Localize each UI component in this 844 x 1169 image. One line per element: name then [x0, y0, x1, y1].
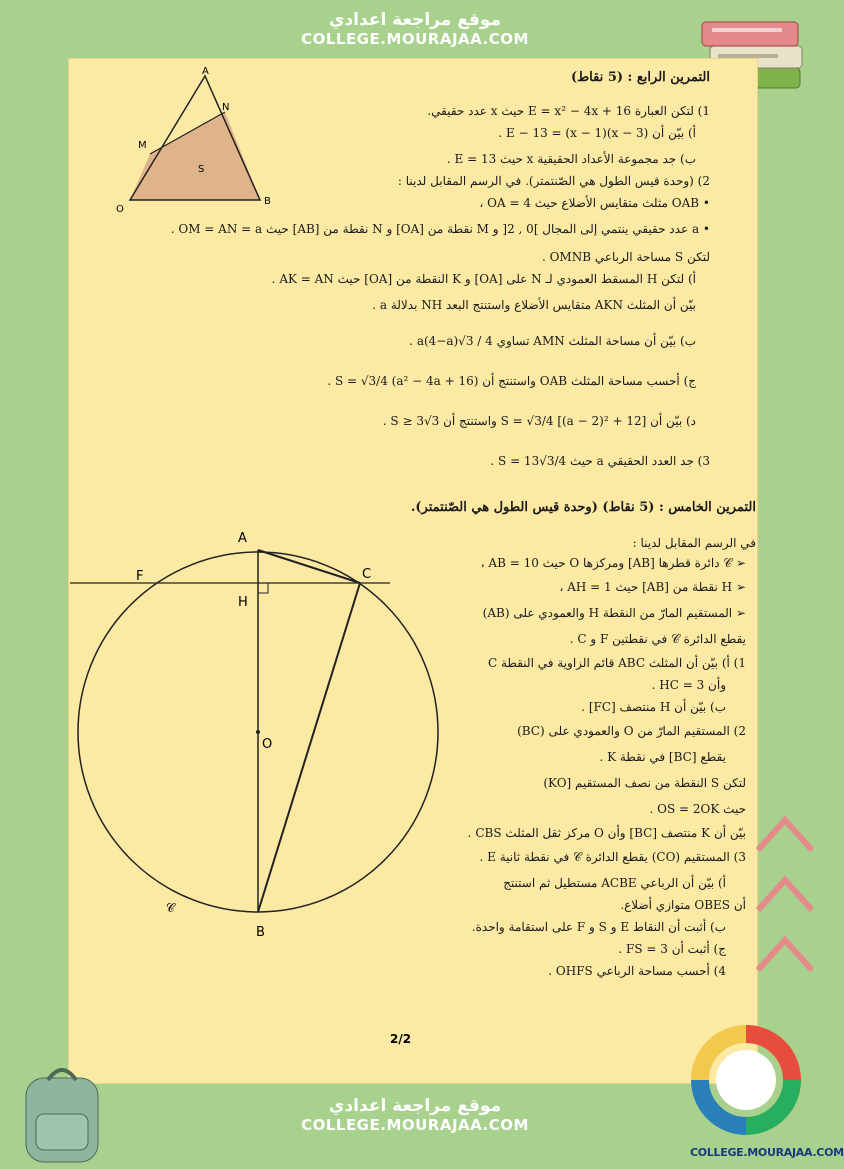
- ex5-line: ج) أثبت أن FS = 3 .: [618, 942, 726, 956]
- label-S: S: [198, 164, 205, 175]
- ex4-title: التمرين الرابع : (5 نقاط): [570, 70, 710, 85]
- page-number: 2/2: [390, 1032, 412, 1046]
- ex5-line: وأن HC = 3 .: [651, 678, 726, 692]
- label-H: H: [238, 595, 248, 610]
- ex4-line: بيّن أن المثلث AKN متقايس الأضلاع واستنتج البعد NH بدلالة a .: [372, 298, 696, 312]
- ex5-line: يقطع الدائرة 𝒞 في نقطتين F و C .: [569, 632, 746, 646]
- ex4-line: أ) بيّن أن E − 13 = (x − 1)(x − 3) .: [498, 126, 696, 140]
- triangle-figure: [110, 62, 290, 222]
- chevron-up-icon: [750, 790, 820, 1020]
- ex4-line: لتكن S مساحة الرباعي OMNB .: [541, 250, 710, 264]
- ex4-line: 3) جد العدد الحقيقي a حيث S = 13√3/4 .: [490, 454, 710, 468]
- logo-text: COLLEGE.MOURAJAA.COM: [690, 1146, 844, 1159]
- banner-arabic: موقع مراجعة اعدادي: [328, 1096, 502, 1116]
- ex4-line: أ) لتكن H المسقط العمودي لـ N على [OA] و K النقطة من [OA] حيث AK = AN .: [271, 272, 696, 286]
- ex4-line: ج) أحسب مساحة المثلث OAB واستنتج أن S = √3/4 (a² − 4a + 16) .: [327, 374, 696, 388]
- site-logo-icon: [696, 1020, 796, 1144]
- ex5-line: 3) المستقيم (CO) يقطع الدائرة 𝒞 في نقطة ثانية E .: [479, 850, 746, 864]
- label-M: M: [138, 140, 147, 151]
- label-F: F: [136, 569, 144, 584]
- ex5-line: أن OBES متوازي أضلاع.: [620, 898, 746, 912]
- ex5-line: لتكن S النقطة من نصف المستقيم [KO): [543, 776, 746, 790]
- ex5-line: 4) أحسب مساحة الرباعي OHFS .: [548, 964, 726, 978]
- ex5-line: ➢ المستقيم المارّ من النقطة H والعمودي على (AB): [482, 606, 746, 620]
- ex4-line: 1) لتكن العبارة E = x² − 4x + 16 حيث x عدد حقيقي.: [427, 104, 710, 118]
- banner-url: COLLEGE.MOURAJAA.COM: [301, 1116, 529, 1134]
- ex5-line: أ) بيّن أن الرباعي ACBE مستطيل ثم استنتج: [503, 876, 726, 890]
- ex5-title: التمرين الخامس : (5 نقاط) (وحدة قيس الطول هي الصّنتمتر).: [410, 500, 756, 515]
- ex5-line: حيث OS = 2OK .: [649, 802, 746, 816]
- ex4-line: • OAB مثلث متقايس الأضلاع حيث OA = 4 ،: [479, 196, 710, 210]
- ex5-line: ➢ 𝒞 دائرة قطرها [AB] ومركزها O حيث AB = 10 ،: [480, 556, 746, 570]
- site-banner-bottom[interactable]: [290, 1092, 540, 1138]
- label-B: B: [256, 925, 265, 940]
- label-A: A: [238, 531, 247, 546]
- ex5-line: ➢ H نقطة من [AB] حيث AH = 1 ،: [559, 580, 746, 594]
- circle-figure: [70, 524, 400, 944]
- banner-arabic: موقع مراجعة اعدادي: [328, 10, 502, 30]
- ex4-line: 2) (وحدة قيس الطول هي الصّنتمتر). في الرسم المقابل لدينا :: [397, 174, 710, 188]
- label-N: N: [222, 102, 230, 113]
- banner-url: COLLEGE.MOURAJAA.COM: [301, 30, 529, 48]
- backpack-icon: [12, 1058, 112, 1168]
- ex4-line: • a عدد حقيقي ينتمي إلى المجال ]0 , 2[ و M نقطة من [OA] و N نقطة من [AB] حيث OM = AN = a .: [170, 222, 710, 236]
- ex5-line: 1) أ) بيّن أن المثلث ABC قائم الزاوية في النقطة C: [487, 656, 746, 670]
- site-banner-top[interactable]: [290, 6, 540, 52]
- ex4-line: د) بيّن أن S = √3/4 [(a − 2)² + 12] واستنتج أن S ≥ 3√3 .: [382, 414, 696, 428]
- label-C: C: [362, 567, 372, 582]
- label-B: B: [264, 196, 271, 207]
- label-O: O: [262, 737, 273, 752]
- label-circle: 𝒞: [166, 901, 175, 915]
- ex5-line: ب) أثبت أن النقاط E و S و F على استقامة واحدة.: [471, 920, 726, 934]
- ex4-line: ب) جد مجموعة الأعداد الحقيقية x حيث E = 13 .: [446, 152, 696, 166]
- ex5-line: بيّن أن K منتصف [BC] وأن O مركز ثقل المثلث CBS .: [467, 826, 746, 840]
- ex5-line: في الرسم المقابل لدينا :: [632, 536, 756, 550]
- label-A: A: [202, 66, 209, 77]
- ex5-line: 2) المستقيم المارّ من O والعمودي على (BC): [517, 724, 746, 738]
- ex5-line: ب) بيّن أن H منتصف [FC] .: [581, 700, 726, 714]
- label-O: O: [116, 204, 124, 215]
- ex5-line: يقطع [BC] في نقطة K .: [599, 750, 726, 764]
- ex4-line: ب) بيّن أن مساحة المثلث AMN تساوي a(4−a)√3 / 4 .: [409, 334, 696, 348]
